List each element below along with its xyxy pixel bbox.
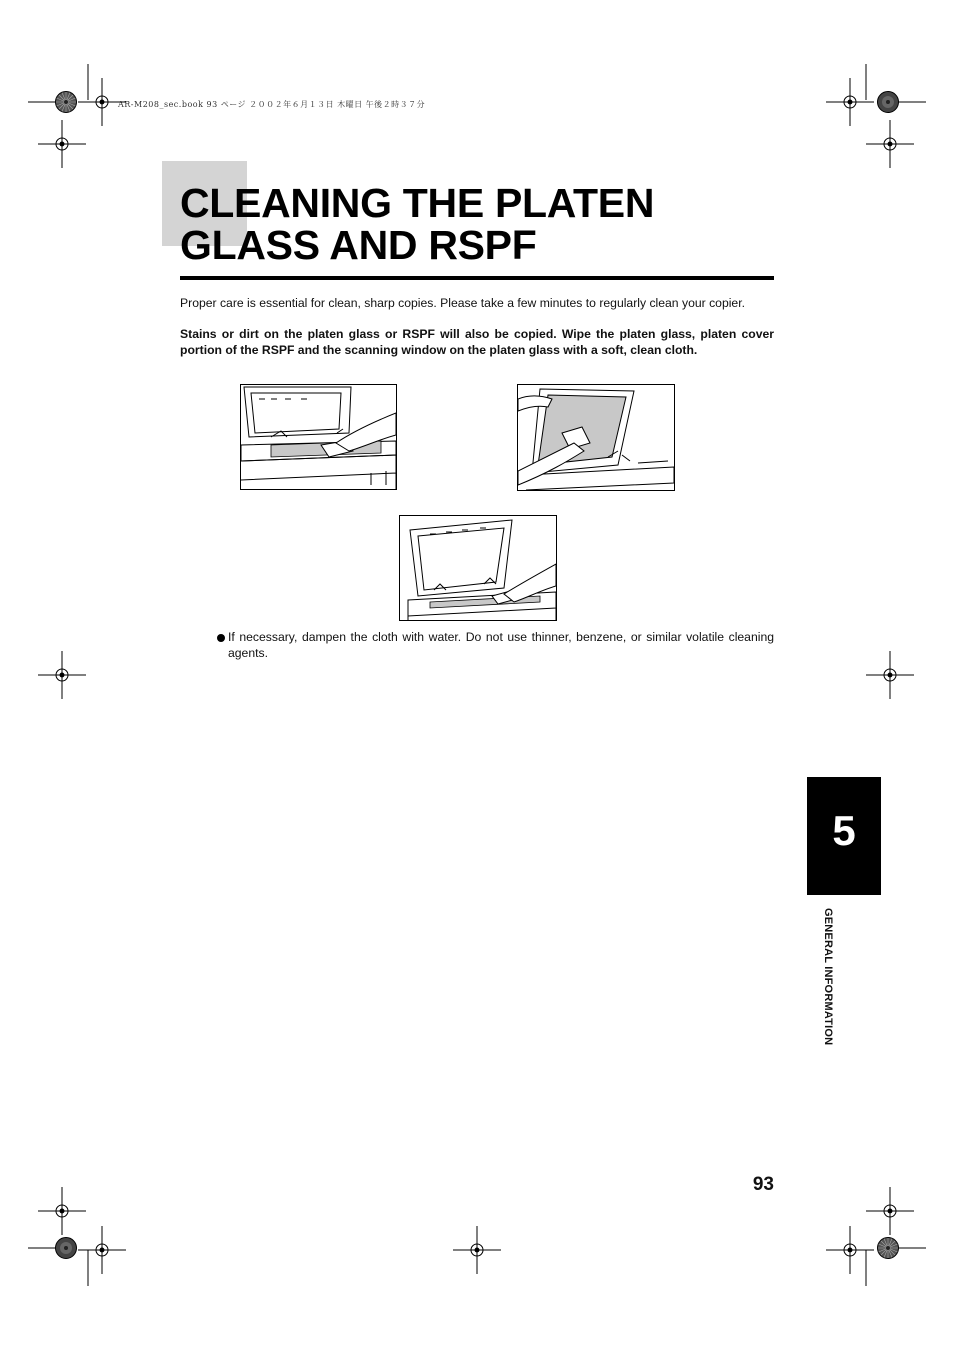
chapter-number: 5 (832, 807, 856, 854)
note-text: If necessary, dampen the cloth with water. Do not use thinner, benzene, or similar volatile cleaning agents. (228, 630, 774, 660)
color-target-icon (877, 1237, 899, 1259)
intro-paragraph: Proper care is essential for clean, sharp copies. Please take a few minutes to regularly clean your copier. (180, 296, 745, 310)
color-target-icon (55, 1237, 77, 1259)
page-number: 93 (752, 1174, 774, 1195)
chapter-label: GENERAL INFORMATION (822, 908, 834, 1046)
print-meta-header: AR-M208_sec.book 93 ページ ２００２年６月１３日 木曜日 午後２時３７分 (118, 100, 426, 109)
color-target-icon (55, 91, 77, 113)
page-title-line-1: CLEANING THE PLATEN (180, 180, 655, 226)
page-title-line-2: GLASS AND RSPF (180, 222, 537, 268)
color-target-icon (877, 91, 899, 113)
warning-paragraph: Stains or dirt on the platen glass or RSPF will also be copied. Wipe the platen glass, platen cover portion of the RSPF and the scanning window on the platen glass with a soft, clean cloth. (180, 327, 774, 357)
